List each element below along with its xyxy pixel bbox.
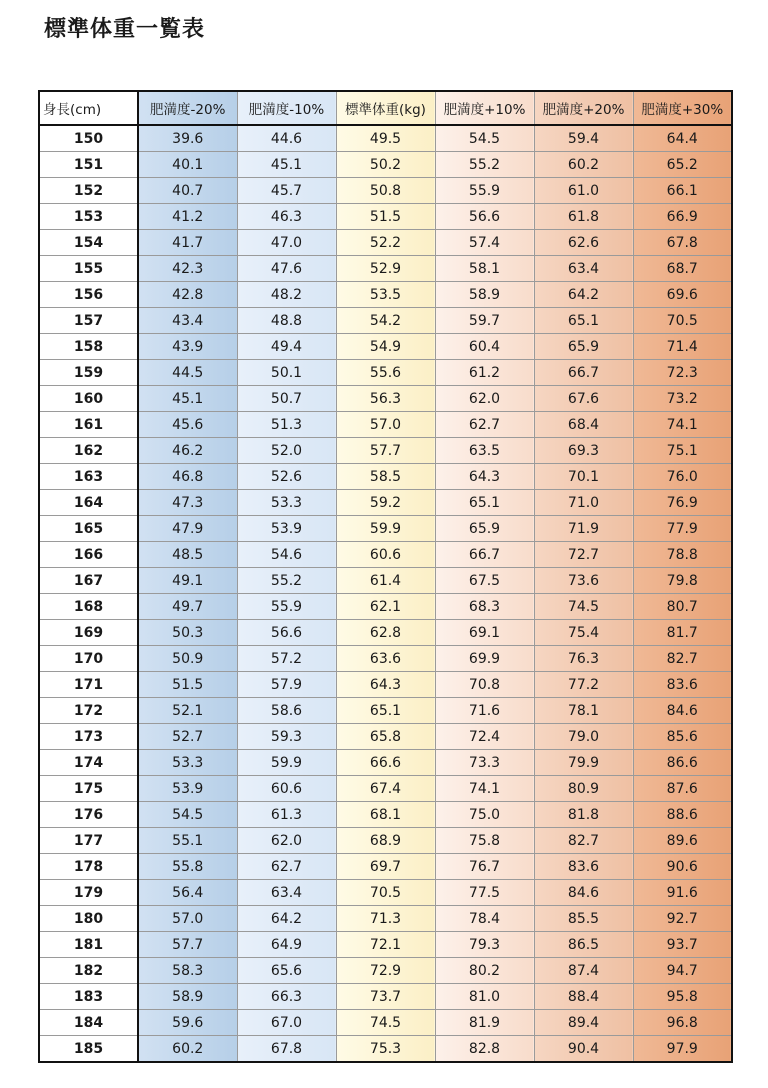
table-row: [39, 1010, 732, 1036]
obesity-plus-20-cell: 67.6: [534, 386, 633, 412]
table-row: [39, 646, 732, 672]
obesity-minus-10-cell: 62.0: [237, 828, 336, 854]
height-cell: 164: [39, 490, 138, 516]
obesity-plus-20-cell: 62.6: [534, 230, 633, 256]
obesity-plus-20-cell: 75.4: [534, 620, 633, 646]
table-row: [39, 178, 732, 204]
obesity-minus-20-cell: 52.7: [138, 724, 237, 750]
header-obesity-plus-20: 肥満度+20%: [534, 91, 633, 125]
table-row: [39, 802, 732, 828]
obesity-plus-10-cell: 61.2: [435, 360, 534, 386]
standard-weight-cell: 68.1: [336, 802, 435, 828]
obesity-plus-20-cell: 73.6: [534, 568, 633, 594]
obesity-plus-10-cell: 65.9: [435, 516, 534, 542]
table-row: [39, 594, 732, 620]
table-row: [39, 1036, 732, 1063]
height-cell: 151: [39, 152, 138, 178]
table-row: [39, 542, 732, 568]
obesity-plus-30-cell: 85.6: [633, 724, 732, 750]
obesity-plus-20-cell: 63.4: [534, 256, 633, 282]
obesity-minus-20-cell: 53.3: [138, 750, 237, 776]
obesity-plus-10-cell: 81.0: [435, 984, 534, 1010]
obesity-plus-20-cell: 61.8: [534, 204, 633, 230]
obesity-plus-10-cell: 60.4: [435, 334, 534, 360]
height-cell: 153: [39, 204, 138, 230]
header-height: 身長(cm): [39, 91, 138, 125]
height-cell: 175: [39, 776, 138, 802]
obesity-plus-30-cell: 95.8: [633, 984, 732, 1010]
table-row: [39, 854, 732, 880]
obesity-minus-20-cell: 54.5: [138, 802, 237, 828]
obesity-plus-20-cell: 74.5: [534, 594, 633, 620]
height-cell: 155: [39, 256, 138, 282]
obesity-minus-20-cell: 57.0: [138, 906, 237, 932]
obesity-minus-10-cell: 47.6: [237, 256, 336, 282]
header-obesity-minus-20: 肥満度-20%: [138, 91, 237, 125]
standard-weight-cell: 52.2: [336, 230, 435, 256]
obesity-plus-10-cell: 55.9: [435, 178, 534, 204]
obesity-minus-10-cell: 57.2: [237, 646, 336, 672]
obesity-plus-10-cell: 77.5: [435, 880, 534, 906]
obesity-plus-30-cell: 86.6: [633, 750, 732, 776]
obesity-minus-10-cell: 45.7: [237, 178, 336, 204]
obesity-minus-10-cell: 53.3: [237, 490, 336, 516]
table-row: [39, 334, 732, 360]
standard-weight-cell: 67.4: [336, 776, 435, 802]
obesity-minus-20-cell: 45.1: [138, 386, 237, 412]
height-cell: 183: [39, 984, 138, 1010]
obesity-minus-10-cell: 64.2: [237, 906, 336, 932]
obesity-plus-20-cell: 65.9: [534, 334, 633, 360]
obesity-plus-10-cell: 80.2: [435, 958, 534, 984]
height-cell: 154: [39, 230, 138, 256]
obesity-minus-10-cell: 63.4: [237, 880, 336, 906]
obesity-plus-30-cell: 80.7: [633, 594, 732, 620]
height-cell: 169: [39, 620, 138, 646]
height-cell: 178: [39, 854, 138, 880]
obesity-minus-20-cell: 59.6: [138, 1010, 237, 1036]
obesity-minus-10-cell: 46.3: [237, 204, 336, 230]
obesity-minus-20-cell: 39.6: [138, 125, 237, 152]
obesity-minus-10-cell: 48.8: [237, 308, 336, 334]
obesity-minus-10-cell: 55.9: [237, 594, 336, 620]
height-cell: 174: [39, 750, 138, 776]
height-cell: 152: [39, 178, 138, 204]
obesity-plus-10-cell: 76.7: [435, 854, 534, 880]
obesity-plus-10-cell: 65.1: [435, 490, 534, 516]
obesity-plus-10-cell: 69.1: [435, 620, 534, 646]
obesity-minus-10-cell: 49.4: [237, 334, 336, 360]
obesity-plus-30-cell: 81.7: [633, 620, 732, 646]
standard-weight-cell: 59.2: [336, 490, 435, 516]
obesity-minus-20-cell: 42.8: [138, 282, 237, 308]
obesity-plus-20-cell: 76.3: [534, 646, 633, 672]
obesity-plus-30-cell: 88.6: [633, 802, 732, 828]
obesity-plus-30-cell: 76.9: [633, 490, 732, 516]
standard-weight-cell: 54.2: [336, 308, 435, 334]
obesity-plus-30-cell: 72.3: [633, 360, 732, 386]
obesity-minus-10-cell: 48.2: [237, 282, 336, 308]
obesity-plus-10-cell: 81.9: [435, 1010, 534, 1036]
obesity-minus-20-cell: 49.7: [138, 594, 237, 620]
obesity-minus-20-cell: 51.5: [138, 672, 237, 698]
table-row: [39, 490, 732, 516]
obesity-minus-10-cell: 62.7: [237, 854, 336, 880]
obesity-minus-20-cell: 44.5: [138, 360, 237, 386]
standard-weight-cell: 59.9: [336, 516, 435, 542]
table-header-row: [39, 91, 732, 125]
obesity-plus-20-cell: 71.9: [534, 516, 633, 542]
obesity-minus-10-cell: 66.3: [237, 984, 336, 1010]
table-row: [39, 360, 732, 386]
obesity-plus-30-cell: 73.2: [633, 386, 732, 412]
obesity-plus-20-cell: 79.0: [534, 724, 633, 750]
height-cell: 161: [39, 412, 138, 438]
obesity-minus-20-cell: 49.1: [138, 568, 237, 594]
standard-weight-cell: 50.2: [336, 152, 435, 178]
height-cell: 179: [39, 880, 138, 906]
table-row: [39, 776, 732, 802]
standard-weight-cell: 56.3: [336, 386, 435, 412]
height-cell: 170: [39, 646, 138, 672]
obesity-minus-20-cell: 45.6: [138, 412, 237, 438]
obesity-plus-10-cell: 74.1: [435, 776, 534, 802]
obesity-minus-10-cell: 67.8: [237, 1036, 336, 1063]
obesity-plus-30-cell: 83.6: [633, 672, 732, 698]
height-cell: 172: [39, 698, 138, 724]
obesity-plus-20-cell: 71.0: [534, 490, 633, 516]
standard-weight-cell: 70.5: [336, 880, 435, 906]
obesity-plus-30-cell: 94.7: [633, 958, 732, 984]
obesity-plus-30-cell: 91.6: [633, 880, 732, 906]
standard-weight-cell: 54.9: [336, 334, 435, 360]
height-cell: 173: [39, 724, 138, 750]
obesity-minus-10-cell: 50.1: [237, 360, 336, 386]
height-cell: 185: [39, 1036, 138, 1063]
obesity-plus-20-cell: 72.7: [534, 542, 633, 568]
standard-weight-cell: 65.1: [336, 698, 435, 724]
table-row: [39, 204, 732, 230]
obesity-plus-20-cell: 83.6: [534, 854, 633, 880]
obesity-minus-10-cell: 64.9: [237, 932, 336, 958]
height-cell: 150: [39, 125, 138, 152]
obesity-plus-20-cell: 65.1: [534, 308, 633, 334]
height-cell: 162: [39, 438, 138, 464]
obesity-minus-10-cell: 65.6: [237, 958, 336, 984]
obesity-plus-20-cell: 89.4: [534, 1010, 633, 1036]
obesity-plus-30-cell: 92.7: [633, 906, 732, 932]
obesity-plus-30-cell: 96.8: [633, 1010, 732, 1036]
table-row: [39, 984, 732, 1010]
obesity-plus-30-cell: 66.9: [633, 204, 732, 230]
obesity-plus-30-cell: 82.7: [633, 646, 732, 672]
standard-weight-cell: 69.7: [336, 854, 435, 880]
table-row: [39, 152, 732, 178]
obesity-plus-30-cell: 90.6: [633, 854, 732, 880]
obesity-plus-10-cell: 75.8: [435, 828, 534, 854]
obesity-plus-20-cell: 68.4: [534, 412, 633, 438]
obesity-minus-20-cell: 48.5: [138, 542, 237, 568]
obesity-plus-20-cell: 77.2: [534, 672, 633, 698]
height-cell: 181: [39, 932, 138, 958]
header-obesity-plus-10: 肥満度+10%: [435, 91, 534, 125]
obesity-plus-20-cell: 60.2: [534, 152, 633, 178]
height-cell: 171: [39, 672, 138, 698]
table-row: [39, 750, 732, 776]
table-body: [39, 125, 732, 1062]
obesity-minus-20-cell: 46.2: [138, 438, 237, 464]
standard-weight-cell: 72.1: [336, 932, 435, 958]
obesity-plus-10-cell: 63.5: [435, 438, 534, 464]
obesity-plus-10-cell: 58.1: [435, 256, 534, 282]
height-cell: 182: [39, 958, 138, 984]
obesity-plus-20-cell: 59.4: [534, 125, 633, 152]
obesity-minus-20-cell: 55.8: [138, 854, 237, 880]
obesity-plus-20-cell: 87.4: [534, 958, 633, 984]
obesity-minus-10-cell: 57.9: [237, 672, 336, 698]
standard-weight-cell: 55.6: [336, 360, 435, 386]
obesity-minus-20-cell: 56.4: [138, 880, 237, 906]
obesity-plus-10-cell: 71.6: [435, 698, 534, 724]
obesity-minus-10-cell: 58.6: [237, 698, 336, 724]
height-cell: 160: [39, 386, 138, 412]
obesity-minus-20-cell: 50.3: [138, 620, 237, 646]
obesity-minus-20-cell: 40.1: [138, 152, 237, 178]
standard-weight-cell: 75.3: [336, 1036, 435, 1063]
table-row: [39, 464, 732, 490]
standard-weight-cell: 62.8: [336, 620, 435, 646]
obesity-minus-10-cell: 45.1: [237, 152, 336, 178]
obesity-plus-20-cell: 85.5: [534, 906, 633, 932]
obesity-plus-10-cell: 79.3: [435, 932, 534, 958]
table-row: [39, 282, 732, 308]
obesity-plus-30-cell: 67.8: [633, 230, 732, 256]
obesity-plus-10-cell: 82.8: [435, 1036, 534, 1063]
obesity-minus-10-cell: 61.3: [237, 802, 336, 828]
height-cell: 184: [39, 1010, 138, 1036]
obesity-plus-30-cell: 78.8: [633, 542, 732, 568]
obesity-minus-20-cell: 41.7: [138, 230, 237, 256]
obesity-plus-30-cell: 70.5: [633, 308, 732, 334]
obesity-plus-20-cell: 88.4: [534, 984, 633, 1010]
table-row: [39, 568, 732, 594]
obesity-plus-30-cell: 87.6: [633, 776, 732, 802]
table-row: [39, 958, 732, 984]
obesity-minus-10-cell: 54.6: [237, 542, 336, 568]
table-row: [39, 880, 732, 906]
standard-weight-cell: 52.9: [336, 256, 435, 282]
obesity-minus-10-cell: 53.9: [237, 516, 336, 542]
height-cell: 176: [39, 802, 138, 828]
page-title: 標準体重一覧表: [44, 17, 206, 42]
obesity-minus-20-cell: 52.1: [138, 698, 237, 724]
table-row: [39, 620, 732, 646]
obesity-plus-30-cell: 69.6: [633, 282, 732, 308]
obesity-plus-10-cell: 78.4: [435, 906, 534, 932]
standard-weight-cell: 63.6: [336, 646, 435, 672]
table-row: [39, 672, 732, 698]
obesity-minus-10-cell: 51.3: [237, 412, 336, 438]
table-row: [39, 698, 732, 724]
height-cell: 166: [39, 542, 138, 568]
standard-weight-cell: 61.4: [336, 568, 435, 594]
obesity-minus-20-cell: 43.4: [138, 308, 237, 334]
obesity-minus-10-cell: 52.6: [237, 464, 336, 490]
standard-weight-cell: 74.5: [336, 1010, 435, 1036]
obesity-plus-30-cell: 89.6: [633, 828, 732, 854]
obesity-minus-20-cell: 55.1: [138, 828, 237, 854]
obesity-plus-30-cell: 66.1: [633, 178, 732, 204]
obesity-plus-10-cell: 57.4: [435, 230, 534, 256]
obesity-plus-30-cell: 71.4: [633, 334, 732, 360]
obesity-minus-20-cell: 50.9: [138, 646, 237, 672]
obesity-minus-10-cell: 47.0: [237, 230, 336, 256]
obesity-plus-30-cell: 65.2: [633, 152, 732, 178]
obesity-plus-20-cell: 84.6: [534, 880, 633, 906]
table-row: [39, 308, 732, 334]
obesity-plus-10-cell: 58.9: [435, 282, 534, 308]
obesity-plus-30-cell: 77.9: [633, 516, 732, 542]
height-cell: 168: [39, 594, 138, 620]
obesity-plus-10-cell: 70.8: [435, 672, 534, 698]
obesity-plus-20-cell: 78.1: [534, 698, 633, 724]
standard-weight-cell: 60.6: [336, 542, 435, 568]
standard-weight-cell: 53.5: [336, 282, 435, 308]
obesity-plus-30-cell: 97.9: [633, 1036, 732, 1063]
obesity-plus-10-cell: 67.5: [435, 568, 534, 594]
standard-weight-cell: 50.8: [336, 178, 435, 204]
obesity-minus-10-cell: 59.3: [237, 724, 336, 750]
obesity-plus-10-cell: 56.6: [435, 204, 534, 230]
obesity-minus-20-cell: 58.3: [138, 958, 237, 984]
header-obesity-minus-10: 肥満度-10%: [237, 91, 336, 125]
standard-weight-cell: 66.6: [336, 750, 435, 776]
obesity-minus-20-cell: 57.7: [138, 932, 237, 958]
obesity-plus-20-cell: 69.3: [534, 438, 633, 464]
obesity-plus-10-cell: 72.4: [435, 724, 534, 750]
obesity-plus-20-cell: 64.2: [534, 282, 633, 308]
header-standard-weight: 標準体重(kg): [336, 91, 435, 125]
table-row: [39, 125, 732, 152]
obesity-plus-20-cell: 70.1: [534, 464, 633, 490]
standard-weight-cell: 57.7: [336, 438, 435, 464]
obesity-plus-20-cell: 90.4: [534, 1036, 633, 1063]
obesity-minus-20-cell: 58.9: [138, 984, 237, 1010]
height-cell: 157: [39, 308, 138, 334]
obesity-minus-20-cell: 40.7: [138, 178, 237, 204]
obesity-minus-20-cell: 42.3: [138, 256, 237, 282]
standard-weight-cell: 72.9: [336, 958, 435, 984]
height-cell: 165: [39, 516, 138, 542]
obesity-plus-10-cell: 66.7: [435, 542, 534, 568]
weight-table: [38, 90, 733, 1063]
obesity-plus-20-cell: 80.9: [534, 776, 633, 802]
obesity-minus-20-cell: 43.9: [138, 334, 237, 360]
standard-weight-cell: 73.7: [336, 984, 435, 1010]
obesity-minus-20-cell: 60.2: [138, 1036, 237, 1063]
obesity-plus-10-cell: 75.0: [435, 802, 534, 828]
header-obesity-plus-30: 肥満度+30%: [633, 91, 732, 125]
standard-weight-cell: 51.5: [336, 204, 435, 230]
obesity-minus-20-cell: 47.3: [138, 490, 237, 516]
obesity-plus-10-cell: 54.5: [435, 125, 534, 152]
height-cell: 177: [39, 828, 138, 854]
obesity-plus-20-cell: 86.5: [534, 932, 633, 958]
table-row: [39, 516, 732, 542]
standard-weight-cell: 62.1: [336, 594, 435, 620]
table-row: [39, 438, 732, 464]
obesity-plus-30-cell: 76.0: [633, 464, 732, 490]
standard-weight-cell: 64.3: [336, 672, 435, 698]
standard-weight-cell: 71.3: [336, 906, 435, 932]
standard-weight-cell: 49.5: [336, 125, 435, 152]
obesity-minus-10-cell: 60.6: [237, 776, 336, 802]
height-cell: 159: [39, 360, 138, 386]
table-row: [39, 256, 732, 282]
obesity-minus-10-cell: 56.6: [237, 620, 336, 646]
obesity-plus-20-cell: 66.7: [534, 360, 633, 386]
obesity-plus-30-cell: 93.7: [633, 932, 732, 958]
table-row: [39, 724, 732, 750]
obesity-plus-30-cell: 64.4: [633, 125, 732, 152]
obesity-plus-20-cell: 81.8: [534, 802, 633, 828]
obesity-plus-10-cell: 55.2: [435, 152, 534, 178]
standard-weight-cell: 58.5: [336, 464, 435, 490]
obesity-minus-10-cell: 52.0: [237, 438, 336, 464]
obesity-plus-30-cell: 79.8: [633, 568, 732, 594]
obesity-minus-10-cell: 55.2: [237, 568, 336, 594]
standard-weight-cell: 57.0: [336, 412, 435, 438]
obesity-plus-30-cell: 68.7: [633, 256, 732, 282]
table-row: [39, 412, 732, 438]
obesity-minus-10-cell: 50.7: [237, 386, 336, 412]
obesity-minus-10-cell: 59.9: [237, 750, 336, 776]
obesity-plus-20-cell: 61.0: [534, 178, 633, 204]
table-row: [39, 906, 732, 932]
obesity-plus-20-cell: 79.9: [534, 750, 633, 776]
height-cell: 180: [39, 906, 138, 932]
obesity-plus-10-cell: 62.7: [435, 412, 534, 438]
obesity-minus-20-cell: 53.9: [138, 776, 237, 802]
obesity-plus-10-cell: 69.9: [435, 646, 534, 672]
height-cell: 158: [39, 334, 138, 360]
obesity-plus-30-cell: 84.6: [633, 698, 732, 724]
obesity-minus-20-cell: 46.8: [138, 464, 237, 490]
table-row: [39, 230, 732, 256]
obesity-plus-10-cell: 68.3: [435, 594, 534, 620]
obesity-plus-10-cell: 59.7: [435, 308, 534, 334]
table-row: [39, 386, 732, 412]
height-cell: 167: [39, 568, 138, 594]
obesity-minus-20-cell: 41.2: [138, 204, 237, 230]
height-cell: 156: [39, 282, 138, 308]
obesity-plus-10-cell: 64.3: [435, 464, 534, 490]
height-cell: 163: [39, 464, 138, 490]
obesity-plus-30-cell: 75.1: [633, 438, 732, 464]
obesity-plus-30-cell: 74.1: [633, 412, 732, 438]
table-row: [39, 828, 732, 854]
obesity-minus-10-cell: 67.0: [237, 1010, 336, 1036]
table-row: [39, 932, 732, 958]
obesity-plus-10-cell: 73.3: [435, 750, 534, 776]
obesity-plus-10-cell: 62.0: [435, 386, 534, 412]
standard-weight-cell: 65.8: [336, 724, 435, 750]
standard-weight-cell: 68.9: [336, 828, 435, 854]
obesity-plus-20-cell: 82.7: [534, 828, 633, 854]
obesity-minus-10-cell: 44.6: [237, 125, 336, 152]
obesity-minus-20-cell: 47.9: [138, 516, 237, 542]
